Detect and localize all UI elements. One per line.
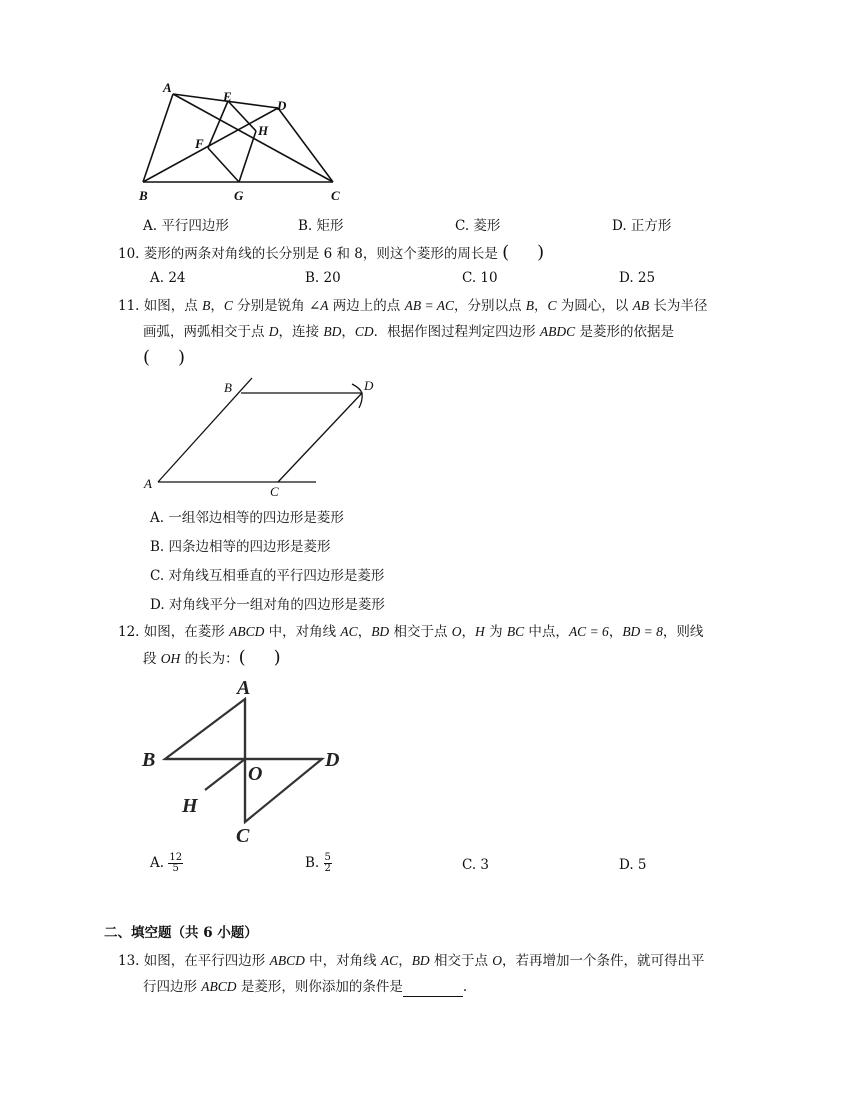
q12-label-c: C: [236, 825, 250, 847]
q12-option-b-den: 2: [324, 863, 331, 874]
q9-figure: [135, 80, 350, 205]
q9-label-a: A: [163, 80, 172, 95]
q11-l2-p1: D: [268, 324, 279, 339]
q13-l1-p5: BD: [411, 953, 430, 968]
q11-l2-p8: 是菱形的依据是: [575, 324, 674, 340]
q11-l2-p3: BD: [323, 324, 342, 339]
q10-text: 菱形的两条对角线的长分别是 6 和 8，则这个菱形的周长是: [143, 246, 498, 262]
q12-option-c[interactable]: C. 3: [462, 857, 490, 873]
q13-l1-p3: AC: [380, 953, 399, 968]
q10-stem: [118, 243, 544, 264]
q12-l1-p11: BC: [506, 624, 525, 639]
q11-l1-p6: 两边上的点: [328, 298, 405, 314]
q9-label-h: H: [258, 123, 269, 138]
q9-option-a[interactable]: A. 平行四边形: [143, 218, 229, 234]
q10-option-a[interactable]: A. 24: [150, 270, 186, 286]
q10-option-b[interactable]: B. 20: [305, 270, 341, 286]
q11-l1-p3: C: [223, 298, 233, 313]
q12-stem-line1: [118, 622, 703, 642]
q11-option-c[interactable]: C. 对角线互相垂直的平行四边形是菱形: [150, 568, 385, 584]
q12-l1-p13: AC = 6: [568, 624, 609, 639]
q12-label-h: H: [182, 795, 198, 817]
q13-stem-line1: [118, 951, 705, 971]
q12-l1-p14: ，: [608, 624, 623, 640]
q13-l2-p2: 是菱形，则你添加的条件是: [236, 979, 403, 995]
q10-paren-open: (: [502, 242, 510, 263]
q9-option-b[interactable]: B. 矩形: [298, 218, 344, 234]
q10-option-c[interactable]: C. 10: [462, 270, 498, 286]
q11-l1-p13: AB: [632, 298, 650, 313]
q12-l1-p7: O: [451, 624, 462, 639]
q11-l1-p8: ，分别以点: [453, 298, 526, 314]
q13-l2-p0: 行四边形: [143, 979, 202, 995]
q11-l1-p1: B: [202, 298, 211, 313]
q13-l1-p6: 相交于点: [429, 953, 493, 969]
q11-paren-close: ): [178, 347, 186, 368]
q12-option-a-fraction: [168, 853, 183, 874]
q11-l2-p4: ，: [341, 324, 355, 340]
q12-option-b-fraction: [324, 853, 332, 874]
q11-l2-p0: 画弧，两弧相交于点: [143, 324, 269, 340]
q11-label-b: B: [224, 380, 232, 395]
q13-l1-p8: ，若再增加一个条件，就可得出平: [502, 953, 705, 969]
q10-number: 10.: [118, 246, 140, 262]
q11-l1-p10: ，: [534, 298, 548, 314]
q11-l1-p14: 长为半径: [649, 298, 708, 314]
q12-l1-p8: ，: [461, 624, 476, 640]
q12-l1-p9: H: [475, 624, 485, 639]
q13-l2-p1: ABCD: [201, 979, 237, 994]
q12-label-a: A: [237, 677, 251, 699]
q9-option-d[interactable]: D. 正方形: [612, 218, 672, 234]
q11-label-d: D: [364, 378, 374, 393]
q13-number: 13.: [118, 953, 140, 969]
q11-option-b[interactable]: B. 四条边相等的四边形是菱形: [150, 539, 331, 555]
q12-label-o: O: [248, 763, 263, 785]
q12-option-b-num: 5: [324, 852, 331, 863]
q12-option-d[interactable]: D. 5: [619, 857, 647, 873]
q12-option-a-num: 12: [169, 852, 183, 863]
q11-l1-p0: 如图，点: [143, 298, 203, 314]
q11-figure: [140, 372, 390, 500]
q13-l1-p2: 中，对角线: [304, 953, 381, 969]
q12-label-b: B: [142, 749, 156, 771]
q12-l2-p1: OH: [160, 651, 181, 666]
q12-option-a-den: 5: [172, 863, 179, 874]
q10-paren-close: ): [537, 242, 545, 263]
q11-l2-p2: ，连接: [278, 324, 324, 340]
q12-l2-p0: 段: [143, 651, 161, 667]
q11-l1-p11: C: [547, 298, 557, 313]
q12-l1-p10: 为: [484, 624, 507, 640]
q11-l1-p7: AB = AC: [404, 298, 454, 313]
q11-l2-p7: ABDC: [539, 324, 576, 339]
q12-figure: [138, 672, 358, 847]
q9-label-c: C: [331, 188, 340, 203]
q11-paren: [143, 348, 185, 369]
q11-label-a: A: [144, 476, 152, 491]
q11-l1-p4: 分别是锐角: [232, 298, 309, 314]
q12-paren-open: (: [238, 647, 246, 668]
q12-l2-p2: 的长为：: [180, 651, 239, 667]
q12-l1-p3: AC: [340, 624, 358, 639]
q11-stem-line2: [143, 322, 674, 342]
q11-option-d[interactable]: D. 对角线平分一组对角的四边形是菱形: [150, 597, 385, 613]
q12-paren-close: ): [273, 647, 281, 668]
q11-l1-p2: ，: [210, 298, 224, 314]
section-title-fill-in: 二、填空题（共 6 小题）: [104, 925, 258, 941]
q12-l1-p2: 中，对角线: [264, 624, 341, 640]
q13-l1-p7: O: [492, 953, 503, 968]
q9-label-b: B: [139, 188, 148, 203]
q9-label-e: E: [223, 89, 232, 104]
q10-option-d[interactable]: D. 25: [619, 270, 656, 286]
q13-l1-p0: 如图，在平行四边形: [143, 953, 270, 969]
q11-label-c: C: [270, 484, 279, 499]
q11-option-a[interactable]: A. 一组邻边相等的四边形是菱形: [150, 510, 344, 526]
q12-stem-line2: [143, 648, 281, 669]
q9-option-c[interactable]: C. 菱形: [455, 218, 501, 234]
q11-l2-p5: CD: [354, 324, 374, 339]
q11-stem-line1: [118, 296, 707, 316]
q12-l1-p12: 中点，: [524, 624, 569, 640]
q13-end: .: [462, 979, 468, 995]
q12-option-a[interactable]: [150, 853, 183, 874]
q13-l1-p4: ，: [398, 953, 412, 969]
q11-l1-p9: B: [525, 298, 534, 313]
q11-l1-p5: ∠A: [308, 298, 329, 313]
q11-number: 11.: [118, 298, 140, 314]
q11-paren-open: (: [143, 347, 151, 368]
q12-l1-p0: 如图，在菱形: [143, 624, 230, 640]
q12-option-a-prefix: A.: [150, 855, 169, 871]
q9-label-d: D: [277, 98, 287, 113]
q12-l1-p5: BD: [371, 624, 390, 639]
q12-l1-p16: ，则线: [662, 624, 704, 640]
q12-l1-p6: 相交于点: [389, 624, 452, 640]
q12-option-b-prefix: B.: [305, 855, 324, 871]
q13-answer-blank[interactable]: [403, 982, 463, 997]
q13-stem-line2: [143, 977, 467, 997]
q12-option-b[interactable]: [305, 853, 332, 874]
q9-label-f: F: [195, 136, 204, 151]
q12-l1-p1: ABCD: [229, 624, 265, 639]
q12-number: 12.: [118, 624, 140, 640]
q12-l1-p15: BD = 8: [622, 624, 663, 639]
q12-label-d: D: [325, 749, 340, 771]
q13-l1-p1: ABCD: [269, 953, 305, 968]
q12-l1-p4: ，: [357, 624, 372, 640]
q9-label-g: G: [234, 188, 244, 203]
q11-l2-p6: ．根据作图过程判定四边形: [373, 324, 540, 340]
q11-l1-p12: 为圆心，以: [556, 298, 633, 314]
